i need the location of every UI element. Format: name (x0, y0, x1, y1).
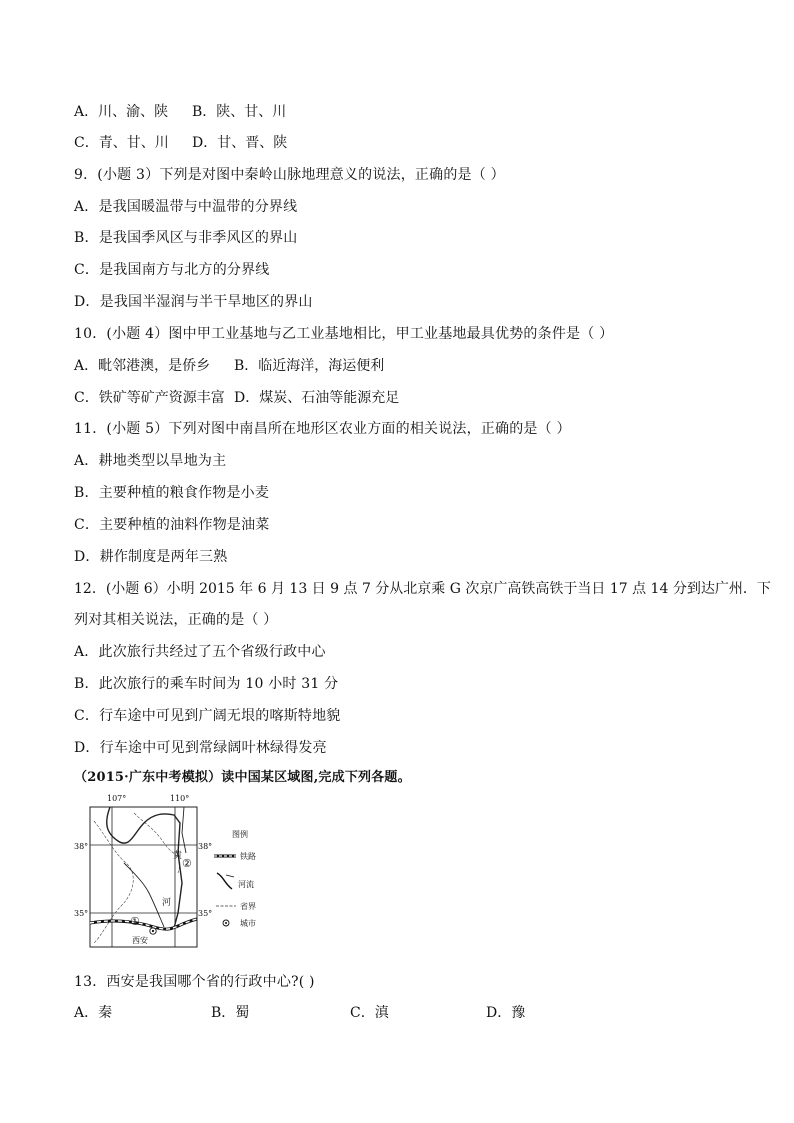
map-lat-bottom: 35° (74, 909, 89, 918)
map-river-char-1: 黄 (173, 851, 183, 861)
region-map-svg (74, 793, 294, 963)
q12-option-c[interactable]: C．行车途中可见到广阔无垠的喀斯特地貌 (74, 708, 341, 724)
q12-option-a[interactable]: A．此次旅行共经过了五个省级行政中心 (74, 644, 326, 660)
legend-province: 省界 (240, 902, 256, 911)
legend-title: 图例 (232, 830, 248, 839)
q13-option-c[interactable]: C．滇 (350, 1005, 389, 1021)
q8-option-b[interactable]: B．陕、甘、川 (192, 104, 287, 120)
map-lat-top: 38° (74, 842, 89, 851)
map-yellow-river (107, 807, 182, 928)
q13-option-a[interactable]: A．秦 (74, 1005, 113, 1021)
q11-option-c[interactable]: C．主要种植的油料作物是油菜 (74, 517, 270, 533)
map-mark-2: ② (182, 857, 192, 870)
q10-option-d[interactable]: D．煤炭、石油等能源充足 (234, 390, 400, 406)
map-city-label: 西安 (132, 936, 148, 945)
q9-option-a[interactable]: A．是我国暖温带与中温带的分界线 (74, 199, 298, 215)
q13-option-b[interactable]: B．蜀 (211, 1005, 250, 1021)
q8-option-a[interactable]: A．川、渝、陕 (74, 104, 169, 120)
map-mark-1: ① (130, 915, 140, 928)
legend-river-symbol-branch (226, 875, 234, 877)
q10-stem: 10．(小题 4）图中甲工业基地与乙工业基地相比，甲工业基地最具优势的条件是（ ） (74, 326, 614, 342)
q9-stem: 9．(小题 3）下列是对图中秦岭山脉地理意义的说法，正确的是（ ） (74, 167, 505, 183)
map-river-char-2: 河 (162, 898, 172, 908)
map-lat-bottom-right: 35° (198, 909, 213, 918)
q10-option-a[interactable]: A．毗邻港澳，是侨乡 (74, 358, 211, 374)
map-lon-right: 110° (170, 794, 190, 803)
q8-option-d[interactable]: D．甘、晋、陕 (192, 135, 288, 151)
q11-option-b[interactable]: B．主要种植的粮食作物是小麦 (74, 485, 270, 501)
map-river (182, 807, 186, 853)
map-intro: （2015·广东中考模拟）读中国某区域图,完成下列各题。 (74, 770, 411, 785)
q12-stem-line-2: 列对其相关说法，正确的是（ ） (74, 612, 278, 628)
q9-option-b[interactable]: B．是我国季风区与非季风区的界山 (74, 230, 298, 246)
q11-option-a[interactable]: A．耕地类型以旱地为主 (74, 453, 227, 469)
q9-option-d[interactable]: D．是我国半湿润与半干旱地区的界山 (74, 294, 313, 310)
map-city-dot (152, 930, 154, 932)
q11-option-d[interactable]: D．耕作制度是两年三熟 (74, 549, 228, 565)
map-province-border (134, 813, 180, 873)
q9-option-c[interactable]: C．是我国南方与北方的分界线 (74, 262, 270, 278)
q8-option-c[interactable]: C．青、甘、川 (74, 135, 169, 151)
q12-option-d[interactable]: D．行车途中可见到常绿阔叶林绿得发亮 (74, 740, 327, 756)
q10-option-c[interactable]: C．铁矿等矿产资源丰富 (74, 390, 225, 406)
q10-option-b[interactable]: B．临近海洋，海运便利 (234, 358, 385, 374)
region-map (74, 793, 294, 963)
map-lat-top-right: 38° (198, 842, 213, 851)
map-province-border (94, 821, 133, 943)
q12-stem-line-1: 12．(小题 6）小明 2015 年 6 月 13 日 9 点 7 分从北京乘 G 次京广高铁高铁于当日 17 点 14 分到达广州．下 (74, 581, 771, 597)
q11-stem: 11．(小题 5）下列对图中南昌所在地形区农业方面的相关说法，正确的是（ ） (74, 421, 571, 437)
map-lon-left: 107° (107, 794, 127, 803)
q13-stem: 13．西安是我国哪个省的行政中心?( ) (74, 974, 315, 990)
q12-option-b[interactable]: B．此次旅行的乘车时间为 10 小时 31 分 (74, 676, 339, 692)
legend-city: 城市 (240, 919, 256, 928)
legend-railway: 铁路 (240, 852, 256, 861)
q13-option-d[interactable]: D．豫 (486, 1005, 526, 1021)
legend-river-symbol (217, 873, 232, 889)
legend-city-symbol-dot (225, 922, 227, 924)
legend-river: 河流 (238, 880, 254, 889)
